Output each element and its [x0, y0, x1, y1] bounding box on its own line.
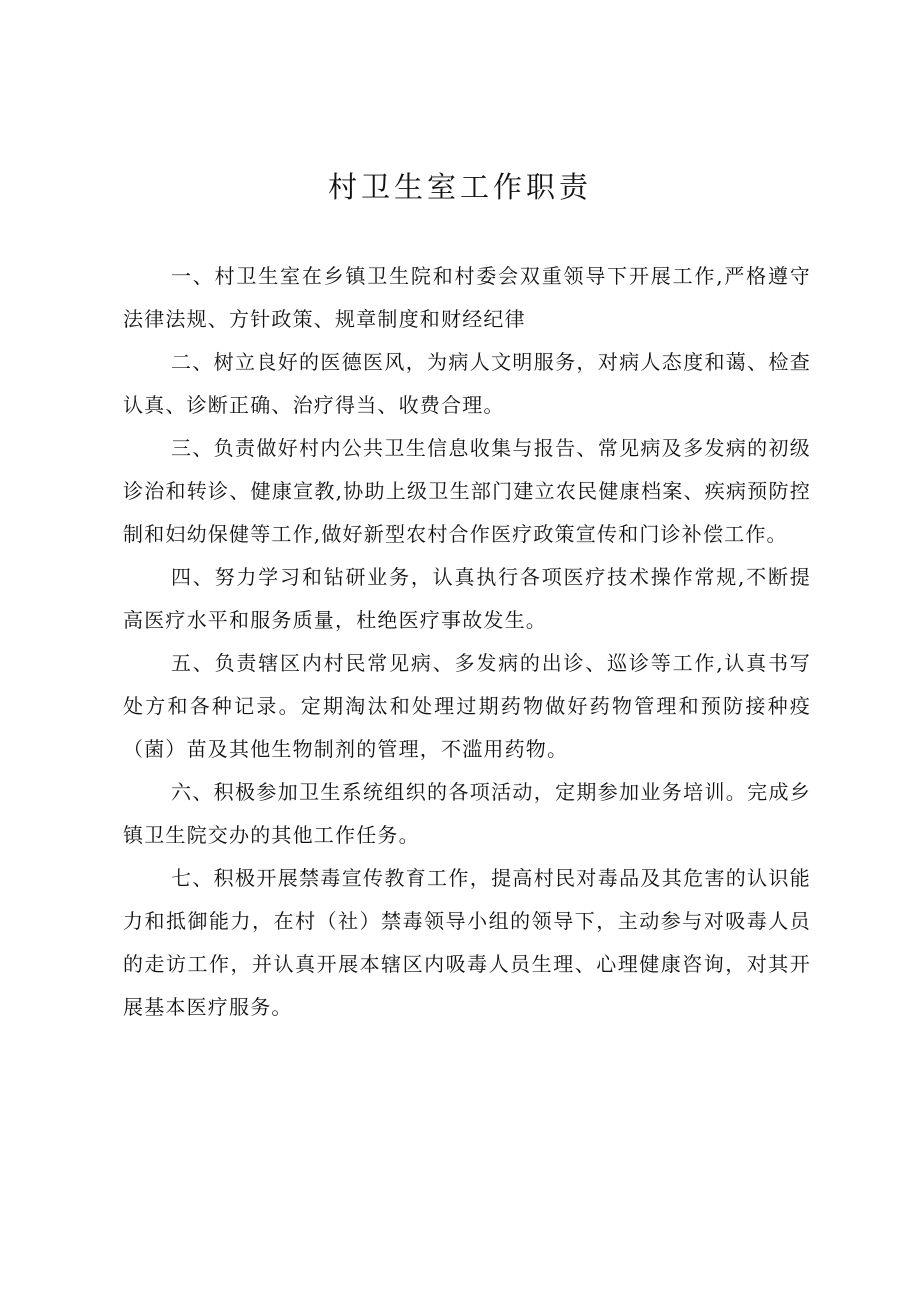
- duty-paragraph-7: 七、积极开展禁毒宣传教育工作，提高村民对毒品及其危害的认识能力和抵御能力，在村（社）禁毒领导小组的领导下，主动参与对吸毒人员的走访工作，并认真开展本辖区内吸毒人员生理、心理健康咨询，对其开展基本医疗服务。: [123, 866, 811, 1019]
- duty-paragraph-4: 四、努力学习和钻研业务，认真执行各项医疗技术操作常规,不断提高医疗水平和服务质量，杜绝医疗事故发生。: [123, 565, 811, 632]
- document-title: 村卫生室工作职责: [327, 170, 592, 204]
- duty-paragraph-1: 一、村卫生室在乡镇卫生院和村委会双重领导下开展工作,严格遵守法律法规、方针政策、规章制度和财经纪律: [123, 264, 811, 331]
- duty-paragraph-6: 六、积极参加卫生系统组织的各项活动，定期参加业务培训。完成乡镇卫生院交办的其他工作任务。: [123, 780, 811, 847]
- duty-paragraph-5: 五、负责辖区内村民常见病、多发病的出诊、巡诊等工作,认真书写处方和各种记录。定期淘汰和处理过期药物做好药物管理和预防接种疫（菌）苗及其他生物制剂的管理，不滥用药物。: [123, 651, 811, 761]
- document-body: [123, 255, 811, 1029]
- duty-paragraph-2: 二、树立良好的医德医风，为病人文明服务，对病人态度和蔼、检查认真、诊断正确、治疗得当、收费合理。: [123, 350, 811, 417]
- duty-paragraph-3: 三、负责做好村内公共卫生信息收集与报告、常见病及多发病的初级诊治和转诊、健康宣教,协助上级卫生部门建立农民健康档案、疾病预防控制和妇幼保健等工作,做好新型农村合作医疗政策宣传和门诊补偿工作。: [123, 436, 811, 546]
